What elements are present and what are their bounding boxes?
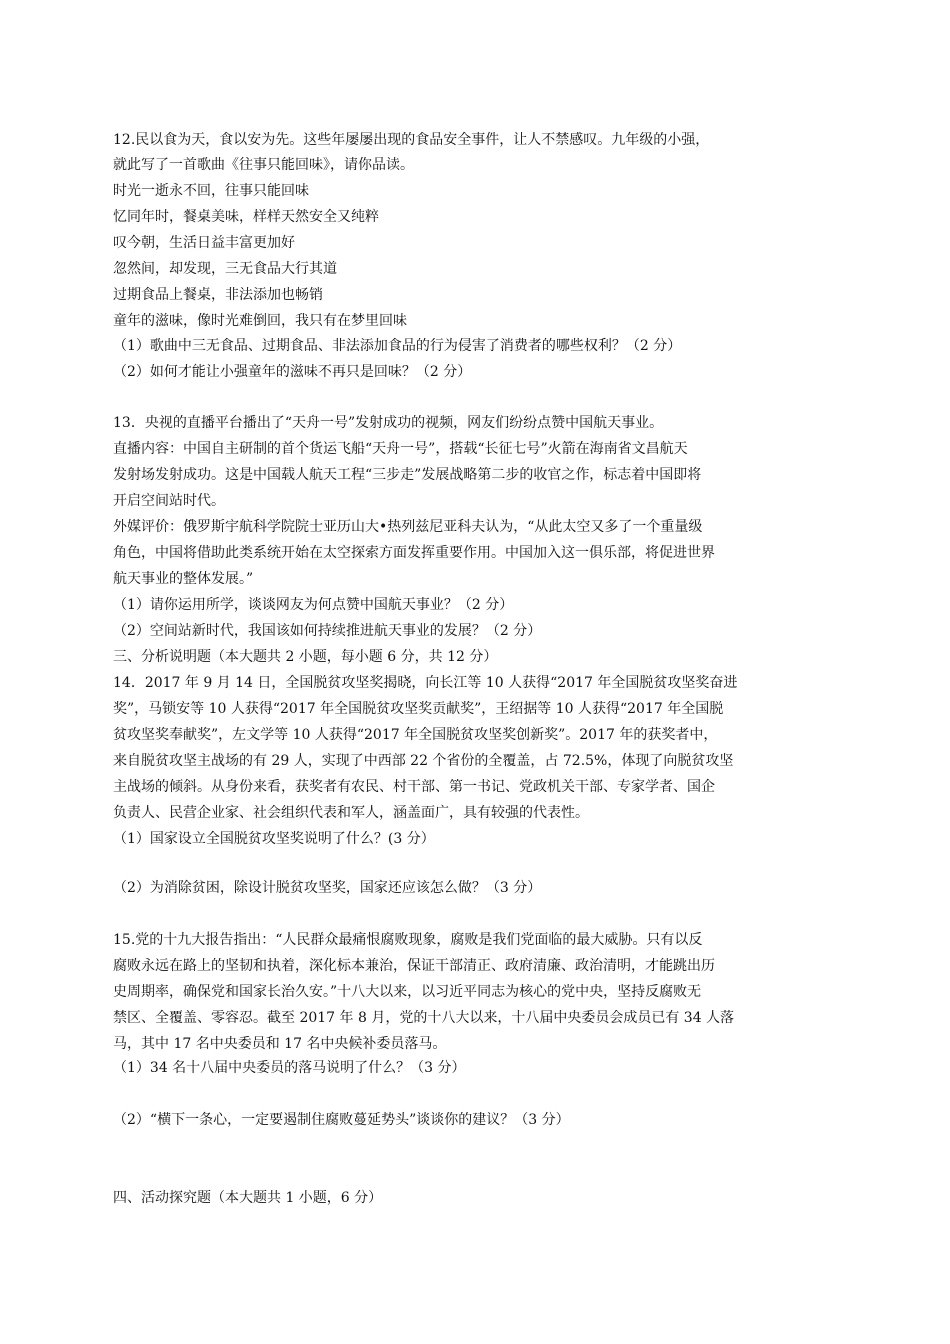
q14-line-3: 贫攻坚奖奉献奖”，左文学等 10 人获得“2017 年全国脱贫攻坚奖创新奖”。2017 年的获奖者中， xyxy=(113,727,718,743)
q13-sub-2: （2）空间站新时代，我国该如何持续推进航天事业的发展？（2 分） xyxy=(113,623,542,639)
q13-sub-1: （1）请你运用所学，谈谈网友为何点赞中国航天事业？（2 分） xyxy=(113,597,514,613)
q15-line-3: 史周期率，确保党和国家长治久安。”十八大以来，以习近平同志为核心的党中央，坚持反腐败无 xyxy=(113,984,702,1000)
q12-line-1: 12.民以食为天，食以安为先。这些年屡屡出现的食品安全事件，让人不禁感叹。九年级的小强， xyxy=(113,132,710,148)
q12-sub-1: （1）歌曲中三无食品、过期食品、非法添加食品的行为侵害了消费者的哪些权利？（2 分） xyxy=(113,338,682,354)
q13-line-4: 开启空间站时代。 xyxy=(113,493,225,509)
q14-line-4: 来自脱贫攻坚主战场的有 29 人，实现了中西部 22 个省份的全覆盖，占 72.5%，体现了向脱贫攻坚 xyxy=(113,753,734,769)
song-line-1: 时光一逝永不回，往事只能回味 xyxy=(113,183,309,199)
q14-line-6: 负责人、民营企业家、社会组织代表和军人，涵盖面广，具有较强的代表性。 xyxy=(113,805,589,821)
q15-line-4: 禁区、全覆盖、零容忍。截至 2017 年 8 月，党的十八大以来，十八届中央委员会成员已有 34 人落 xyxy=(113,1010,735,1026)
q14-line-1: 14．2017 年 9 月 14 日，全国脱贫攻坚奖揭晓，向长江等 10 人获得“2017 年全国脱贫攻坚奖奋进 xyxy=(113,675,738,691)
song-line-3: 叹今朝，生活日益丰富更加好 xyxy=(113,235,295,251)
q14-line-2: 奖”，马锁安等 10 人获得“2017 年全国脱贫攻坚奖贡献奖”，王绍据等 10 人获得“2017 年全国脱 xyxy=(113,701,724,717)
q12-sub-2: （2）如何才能让小强童年的滋味不再只是回味？（2 分） xyxy=(113,364,472,380)
q15-line-2: 腐败永远在路上的坚韧和执着，深化标本兼治，保证干部清正、政府清廉、政治清明，才能跳出历 xyxy=(113,958,715,974)
q14-sub-2: （2）为消除贫困，除设计脱贫攻坚奖，国家还应该怎么做？（3 分） xyxy=(113,880,542,896)
section-3-heading: 三、分析说明题（本大题共 2 小题，每小题 6 分，共 12 分） xyxy=(113,649,498,665)
section-4-heading: 四、活动探究题（本大题共 1 小题，6 分） xyxy=(113,1190,383,1206)
q12-line-2: 就此写了一首歌曲《往事只能回味》，请你品读。 xyxy=(113,157,414,173)
q13-line-2: 直播内容：中国自主研制的首个货运飞船“天舟一号”，搭载“长征七号”火箭在海南省文昌航天 xyxy=(113,441,688,457)
q13-line-1: 13．央视的直播平台播出了“天舟一号”发射成功的视频，网友们纷纷点赞中国航天事业。 xyxy=(113,415,664,431)
q13-line-6: 角色，中国将借助此类系统开始在太空探索方面发挥重要作用。中国加入这一俱乐部，将促进世界 xyxy=(113,545,715,561)
q13-line-7: 航天事业的整体发展。” xyxy=(113,571,254,587)
q14-line-5: 主战场的倾斜。从身份来看，获奖者有农民、村干部、第一书记、党政机关干部、专家学者、国企 xyxy=(113,779,715,795)
q13-line-3: 发射场发射成功。这是中国载人航天工程“三步走”发展战略第二步的收官之作，标志着中国即将 xyxy=(113,467,702,483)
q15-sub-2: （2）“横下一条心，一定要遏制住腐败蔓延势头”谈谈你的建议？（3 分） xyxy=(113,1112,570,1128)
song-line-4: 忽然间，却发现，三无食品大行其道 xyxy=(113,261,337,277)
q15-line-1: 15.党的十九大报告指出：“人民群众最痛恨腐败现象，腐败是我们党面临的最大威胁。只有以反 xyxy=(113,932,703,948)
song-line-5: 过期食品上餐桌，非法添加也畅销 xyxy=(113,287,323,303)
q15-sub-1: （1）34 名十八届中央委员的落马说明了什么？（3 分） xyxy=(113,1060,466,1076)
q14-sub-1: （1）国家设立全国脱贫攻坚奖说明了什么？(3 分） xyxy=(113,831,435,847)
q15-line-5: 马，其中 17 名中央委员和 17 名中央候补委员落马。 xyxy=(113,1036,447,1052)
q13-line-5: 外媒评价：俄罗斯宇航科学院院士亚历山大•热列兹尼亚科夫认为，“从此太空又多了一个重量级 xyxy=(113,519,703,535)
song-line-6: 童年的滋味，像时光难倒回，我只有在梦里回味 xyxy=(113,313,407,329)
song-line-2: 忆同年时，餐桌美味，样样天然安全又纯粹 xyxy=(113,209,379,225)
